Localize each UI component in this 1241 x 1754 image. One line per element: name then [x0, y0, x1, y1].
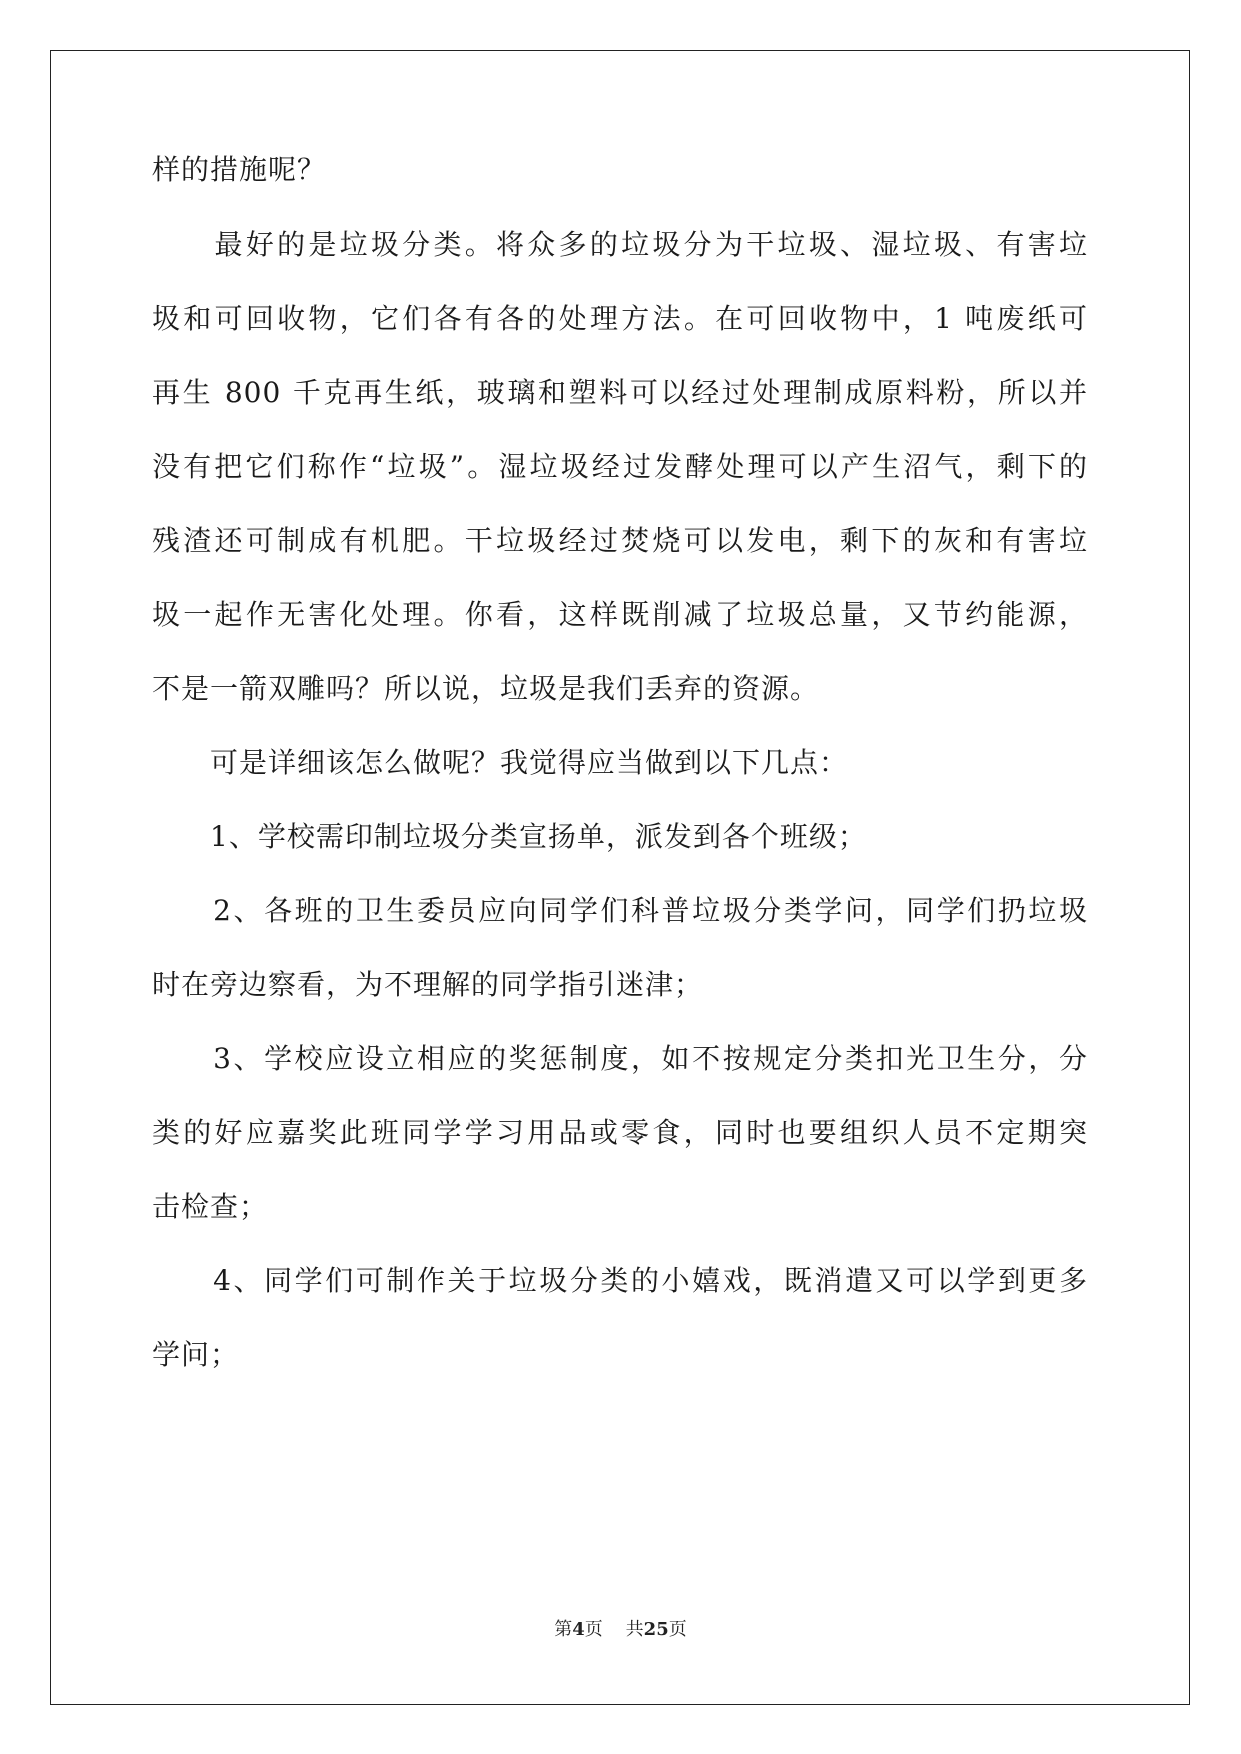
- footer-total-suffix: 页: [668, 1619, 687, 1640]
- text-line: 不是一箭双雕吗？所以说，垃圾是我们丢弃的资源。: [152, 672, 820, 705]
- text-line: 2、各班的卫生委员应向同学们科普垃圾分类学问，同学们扔垃圾: [152, 894, 1088, 927]
- footer-total-pages: 25: [643, 1619, 669, 1640]
- text-line: 圾一起作无害化处理。你看，这样既削减了垃圾总量，又节约能源，: [152, 598, 1088, 631]
- text-line: 类的好应嘉奖此班同学学习用品或零食，同时也要组织人员不定期突: [152, 1116, 1088, 1149]
- text-line: 可是详细该怎么做呢？我觉得应当做到以下几点：: [152, 746, 849, 779]
- text-line: 再生 800 千克再生纸，玻璃和塑料可以经过处理制成原料粉，所以并: [152, 376, 1088, 409]
- text-line: 圾和可回收物，它们各有各的处理方法。在可回收物中，1 吨废纸可: [152, 302, 1088, 335]
- text-line: 时在旁边察看，为不理解的同学指引迷津；: [152, 968, 704, 1001]
- text-line: 1、学校需印制垃圾分类宣扬单，派发到各个班级；: [152, 820, 867, 853]
- text-line: 没有把它们称作“垃圾”。湿垃圾经过发酵处理可以产生沼气，剩下的: [152, 450, 1088, 483]
- footer-total-prefix: 共: [625, 1619, 644, 1640]
- text-line: 样的措施呢？: [152, 153, 327, 186]
- text-line: 击检查；: [152, 1190, 269, 1223]
- text-line: 最好的是垃圾分类。将众多的垃圾分为干垃圾、湿垃圾、有害垃: [152, 228, 1088, 261]
- footer-page-number: 4: [572, 1619, 585, 1640]
- text-line: 3、学校应设立相应的奖惩制度，如不按规定分类扣光卫生分，分: [152, 1042, 1088, 1075]
- page-border: [50, 50, 1190, 1705]
- page-footer: [0, 1618, 1241, 1642]
- text-line: 4、同学们可制作关于垃圾分类的小嬉戏，既消遣又可以学到更多: [152, 1264, 1088, 1297]
- text-line: 残渣还可制成有机肥。干垃圾经过焚烧可以发电，剩下的灰和有害垃: [152, 524, 1088, 557]
- footer-page-suffix: 页: [584, 1619, 603, 1640]
- footer-page-prefix: 第: [554, 1619, 573, 1640]
- text-line: 学问；: [152, 1338, 240, 1371]
